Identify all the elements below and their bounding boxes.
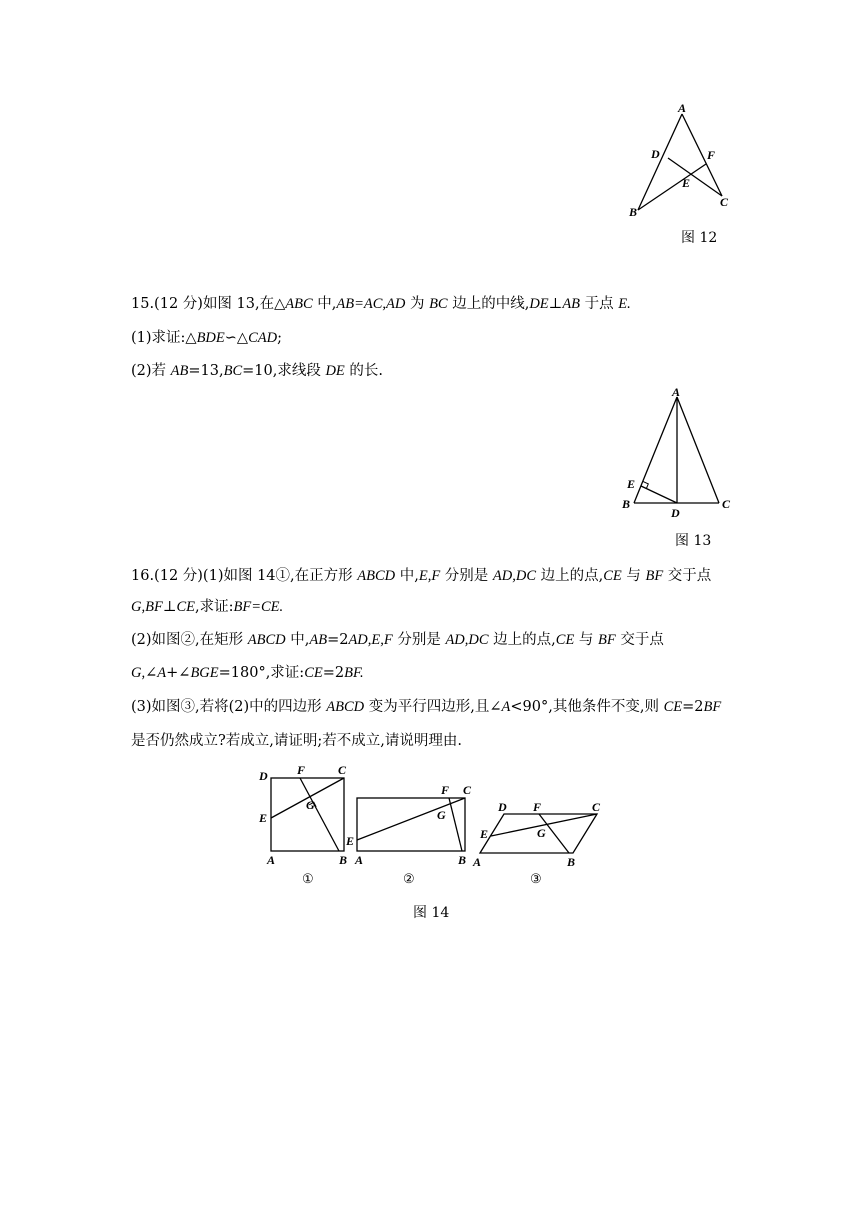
fig14-3-c: C [592,800,601,814]
fig12-label-d: D [651,147,660,161]
fig14-3-label: ③ [530,871,542,886]
fig14-1-f: F [297,763,306,777]
fig13-label-b: B [622,497,631,511]
figure-14-caption: 图 14 [413,905,450,921]
fig13-label-a: A [672,385,681,399]
figure-12 [620,100,740,225]
figure-14 [255,762,615,892]
q15-part-2: (2)若 AB=13,BC=10,求线段 DE 的长. [131,363,384,379]
fig14-3-b: B [567,855,576,869]
fig14-square [271,778,344,851]
fig14-2-a: A [355,853,364,867]
figure-13-caption: 图 13 [675,533,712,549]
fig12-label-e: E [682,176,691,190]
fig12-label-f: F [707,148,716,162]
fig12-label-c: C [720,195,729,209]
fig14-2-label: ② [403,871,415,886]
q16-line-1: 16.(12 分)(1)如图 14①,在正方形 ABCD 中,E,F 分别是 AD,DC 边上的点,CE 与 BF 交于点 [131,568,712,584]
fig14-1-e: E [259,811,268,825]
fig14-1-g: G [306,798,315,812]
fig13-label-e: E [627,477,636,491]
fig14-1-c: C [338,763,347,777]
fig14-rectangle [357,798,465,851]
figure-13 [615,385,745,520]
q16-line-4: G,∠A+∠BGE=180°,求证:CE=2BF. [131,665,364,681]
fig13-label-c: C [722,497,731,511]
fig14-3-e: E [480,827,489,841]
q16-line-2: G,BF⊥CE,求证:BF=CE. [131,599,284,615]
fig13-label-d: D [671,506,680,520]
fig14-2-f: F [441,783,450,797]
q15-part-1: (1)求证:△BDE∽△CAD; [131,330,282,346]
fig14-2-g: G [437,808,446,822]
q16-line-3: (2)如图②,在矩形 ABCD 中,AB=2AD,E,F 分别是 AD,DC 边上的点,CE 与 BF 交于点 [131,632,664,648]
fig14-3-a: A [473,855,482,869]
fig14-2-e: E [346,834,355,848]
fig14-3-f: F [533,800,542,814]
fig12-label-a: A [678,101,687,115]
fig14-2-b: B [458,853,467,867]
fig14-1-b: B [339,853,348,867]
fig14-1-d: D [259,769,268,783]
fig14-3-g: G [537,826,546,840]
q16-line-6: 是否仍然成立?若成立,请证明;若不成立,请说明理由. [131,733,462,749]
fig14-2-c: C [463,783,472,797]
fig14-3-d: D [498,800,507,814]
q15-stem: 15.(12 分)如图 13,在△ABC 中,AB=AC,AD 为 BC 边上的中线,DE⊥AB 于点 E. [131,296,631,312]
q16-line-5: (3)如图③,若将(2)中的四边形 ABCD 变为平行四边形,且∠A<90°,其他条件不变,则 CE=2BF [131,699,722,715]
fig14-1-a: A [267,853,276,867]
fig14-1-label: ① [302,871,314,886]
figure-12-caption: 图 12 [681,230,718,246]
fig12-label-b: B [629,205,638,219]
